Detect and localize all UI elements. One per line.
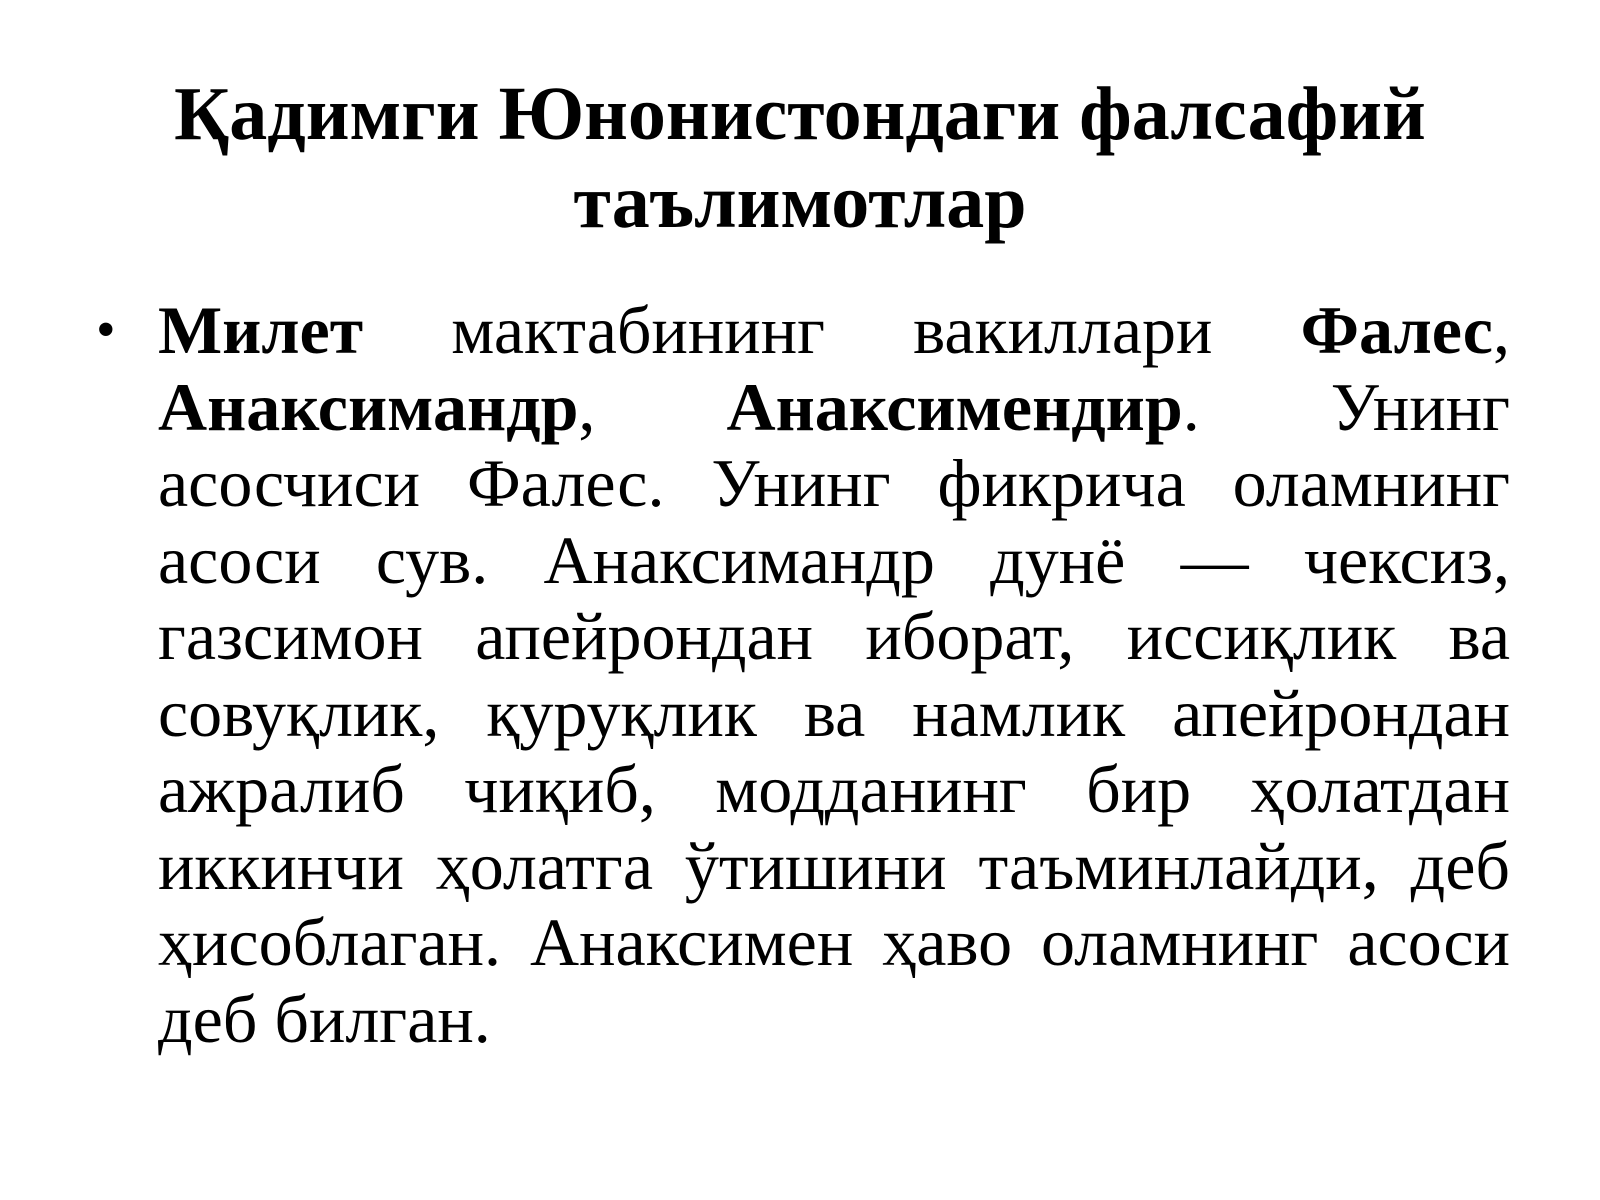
paragraph-text-1: мактабининг вакиллари <box>363 292 1301 368</box>
paragraph-text-4: . Унинг асосчиси Фалес. Унинг фикрича оламнинг асоси сув. Анаксимандр дунё — чексиз, газсимон апейрондан иборат, иссиқлик ва совуқлик, қуруқлик ва намлик апейрондан ажралиб чиқиб, модданинг бир ҳолатдан иккинчи ҳолатга ўтишини таъминлайди, деб ҳисоблаган. Анаксимен ҳаво оламнинг асоси деб билган. <box>158 368 1510 1057</box>
bold-term-anaksimendir: Анаксимендир <box>726 368 1183 445</box>
slide-title <box>100 70 1500 246</box>
title-line-2: таълимотлар <box>573 160 1027 244</box>
bullet-icon: • <box>96 299 116 361</box>
paragraph-text-3: , <box>578 368 727 445</box>
bold-term-anaksimandr: Анаксимандр <box>158 368 579 445</box>
bold-term-milet: Милет <box>158 292 364 368</box>
title-line-1: Қадимги Юнонистондаги фалсафий <box>174 72 1426 156</box>
paragraph-text-2: , <box>1493 292 1510 368</box>
bold-term-fales: Фалес <box>1300 292 1493 368</box>
bullet-paragraph <box>96 292 1510 1057</box>
